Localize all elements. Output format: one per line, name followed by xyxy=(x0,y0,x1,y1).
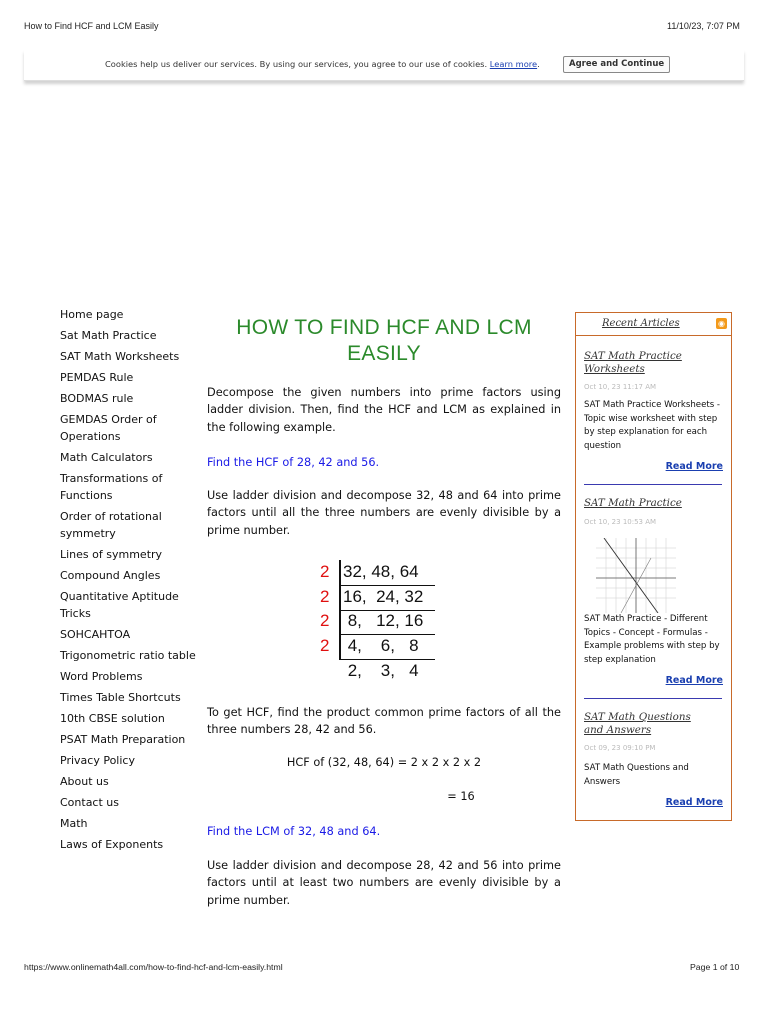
hcf-result: = 16 xyxy=(447,790,475,803)
read-more-link[interactable]: Read More xyxy=(665,797,723,808)
sidebar-nav xyxy=(60,306,200,857)
ladder-divisor: 2 xyxy=(320,636,330,655)
nav-item[interactable]: BODMAS rule xyxy=(60,392,134,405)
ladder-row: 16, 24, 32 xyxy=(343,587,424,606)
question-hcf: Find the HCF of 28, 42 and 56. xyxy=(207,456,380,469)
graph-thumbnail-image xyxy=(596,538,676,613)
page-url: https://www.onlinemath4all.com/how-to-find-hcf-and-lcm-easily.html xyxy=(24,962,283,972)
nav-item[interactable]: Trigonometric ratio table xyxy=(60,649,196,662)
learn-more-link[interactable]: Learn more xyxy=(489,59,538,69)
nav-item[interactable]: Word Problems xyxy=(60,670,143,683)
nav-item[interactable]: Home page xyxy=(60,308,124,321)
article-separator xyxy=(584,698,722,699)
recent-articles-header xyxy=(576,313,731,336)
page-heading: HOW TO FIND HCF AND LCM EASILY xyxy=(236,316,532,365)
hcf-equation: HCF of (32, 48, 64) = 2 x 2 x 2 x 2 xyxy=(286,756,482,769)
intro-paragraph: Decompose the given numbers into prime factors using ladder division. Then, find the HCF and LCM as explained in the following example. xyxy=(207,386,561,434)
recent-articles-heading[interactable]: Recent Articles xyxy=(602,318,680,329)
nav-item[interactable]: Sat Math Practice xyxy=(60,329,157,342)
nav-item[interactable]: PEMDAS Rule xyxy=(60,371,134,384)
ladder-divisor: 2 xyxy=(320,611,330,630)
page-count: Page 1 of 10 xyxy=(690,962,740,972)
article-title[interactable]: SAT Math Questions and Answers xyxy=(584,711,691,736)
cookie-text: Cookies help us deliver our services. By using our services, you agree to our use of cookies. xyxy=(105,59,488,69)
question-lcm: Find the LCM of 32, 48 and 64. xyxy=(207,825,381,838)
nav-item[interactable]: About us xyxy=(60,775,109,788)
ladder-row: 8, 12, 16 xyxy=(343,611,424,630)
nav-item[interactable]: Privacy Policy xyxy=(60,754,135,767)
page-title-header: How to Find HCF and LCM Easily xyxy=(24,21,159,31)
step2-paragraph: Use ladder division and decompose 28, 42 and 56 into prime factors until at least two numbers are evenly divisible by a prime number. xyxy=(207,859,561,907)
nav-item[interactable]: Math Calculators xyxy=(60,451,153,464)
ladder-row: 2, 3, 4 xyxy=(343,661,419,680)
read-more-link[interactable]: Read More xyxy=(665,675,723,686)
datetime-header: 11/10/23, 7:07 PM xyxy=(667,21,740,31)
nav-item[interactable]: Contact us xyxy=(60,796,119,809)
recent-articles-box xyxy=(575,312,732,821)
ladder-divisor: 2 xyxy=(320,562,330,581)
nav-item[interactable]: SAT Math Worksheets xyxy=(60,350,180,363)
nav-item[interactable]: Compound Angles xyxy=(60,569,161,582)
article-desc: SAT Math Practice - Different Topics - Concept - Formulas - Example problems with step by step explanation xyxy=(584,614,720,665)
article-desc: SAT Math Questions and Answers xyxy=(584,763,689,787)
nav-item[interactable]: Times Table Shortcuts xyxy=(60,691,181,704)
article-desc: SAT Math Practice Worksheets - Topic wise worksheet with step by step explanation for each question xyxy=(584,400,721,451)
nav-item[interactable]: PSAT Math Preparation xyxy=(60,733,186,746)
nav-item[interactable]: Quantitative Aptitude Tricks xyxy=(60,590,179,620)
step1-paragraph: Use ladder division and decompose 32, 48 and 64 into prime factors until all the three numbers are evenly divisible by a prime number. xyxy=(207,489,561,537)
hcf-paragraph: To get HCF, find the product common prime factors of all the three numbers 28, 42 and 56. xyxy=(207,706,561,737)
cookie-message xyxy=(105,59,540,69)
ladder-divisor: 2 xyxy=(320,587,330,606)
cookie-banner xyxy=(24,50,744,81)
rss-icon[interactable]: ◉ xyxy=(716,318,727,329)
cookie-period: . xyxy=(537,59,540,69)
ladder-row: 4, 6, 8 xyxy=(343,636,419,655)
article-title[interactable]: SAT Math Practice xyxy=(584,497,682,509)
read-more-link[interactable]: Read More xyxy=(665,461,723,472)
nav-item[interactable]: Lines of symmetry xyxy=(60,548,163,561)
nav-item[interactable]: 10th CBSE solution xyxy=(60,712,165,725)
nav-item[interactable]: SOHCAHTOA xyxy=(60,628,131,641)
article-date: Oct 09, 23 09:10 PM xyxy=(584,744,656,752)
article-title[interactable]: SAT Math Practice Worksheets xyxy=(584,350,682,375)
nav-item[interactable]: Transformations of Functions xyxy=(60,472,163,502)
ladder-division xyxy=(310,560,445,685)
article-date: Oct 10, 23 10:53 AM xyxy=(584,518,657,526)
ladder-row: 32, 48, 64 xyxy=(343,562,419,581)
nav-item[interactable]: Order of rotational symmetry xyxy=(60,510,162,540)
nav-item[interactable]: Math xyxy=(60,817,88,830)
agree-continue-button[interactable]: Agree and Continue xyxy=(563,56,670,73)
nav-item[interactable]: GEMDAS Order of Operations xyxy=(60,413,157,443)
article-separator xyxy=(584,484,722,485)
nav-item[interactable]: Laws of Exponents xyxy=(60,838,164,851)
article-date: Oct 10, 23 11:17 AM xyxy=(584,383,657,391)
